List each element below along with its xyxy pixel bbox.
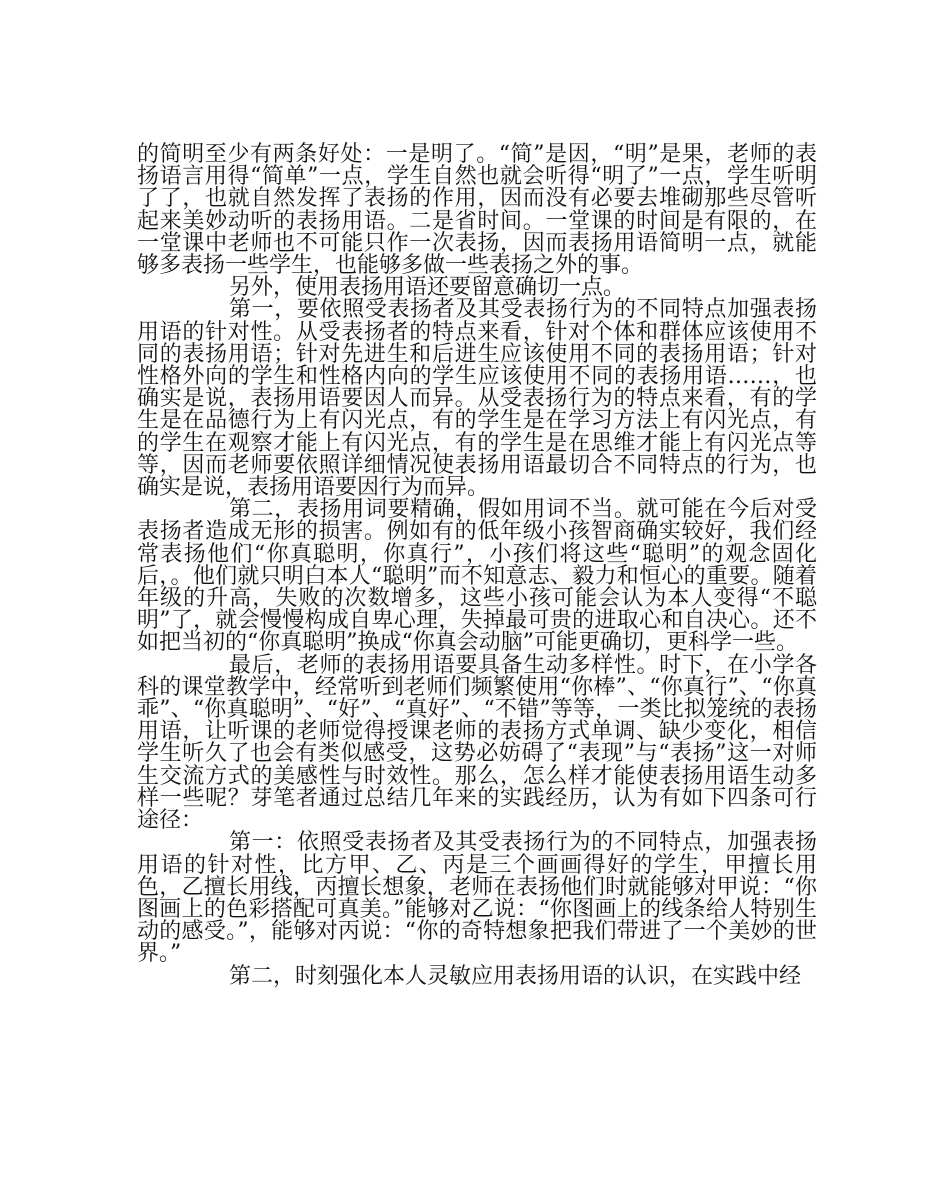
document-page [137, 144, 817, 988]
paragraph-5: 最后，老师的表扬用语要具备生动多样性。时下，在小学各科的课堂教学中，经常听到老师们频繁使用“你棒”、“你真行”、“你真乖”、“你真聪明”、“好”、“真好”、“不错”等等，一类比拟笼统的表扬用语，让听课的老师觉得授课老师的表扬方式单调、缺少变化，相信学生听久了也会有类似感受，这势必妨碍了“表现”与“表扬”这一对师生交流方式的美感性与时效性。那么，怎么样才能使表扬用语生动多样一些呢？芽笔者通过总结几年来的实践经历，认为有如下四条可行途径： [137, 652, 817, 834]
paragraph-1: 的简明至少有两条好处：一是明了。“简”是因，“明”是果，老师的表扬语言用得“简单”一点，学生自然也就会听得“明了”一点，学生听明了了，也就自然发挥了表扬的作用，因而没有必要去堆砌那些尽管听起来美妙动听的表扬用语。二是省时间。一堂课的时间是有限的，在一堂课中老师也不可能只作一次表扬，因而表扬用语简明一点，就能够多表扬一些学生，也能够多做一些表扬之外的事。 [137, 142, 817, 279]
paragraph-7: 第二，时刻强化本人灵敏应用表扬用语的认识，在实践中经 [229, 963, 802, 989]
paragraph-2: 另外，使用表扬用语还要留意确切一点。 [229, 275, 626, 301]
paragraph-6: 第一：依照受表扬者及其受表扬行为的不同特点，加强表扬用语的针对性，比方甲、乙、丙是三个画画得好的学生，甲擅长用色，乙擅长用线，丙擅长想象，老师在表扬他们时就能够对甲说：“你图画上的色彩搭配可真美。”能够对乙说：“你图画上的线条给人特别生动的感受。”，能够对丙说：“你的奇特想象把我们带进了一个美妙的世界。” [137, 830, 817, 967]
paragraph-3: 第一，要依照受表扬者及其受表扬行为的不同特点加强表扬用语的针对性。从受表扬者的特点来看，针对个体和群体应该使用不同的表扬用语；针对先进生和后进生应该使用不同的表扬用语；针对性格外向的学生和性格内向的学生应该使用不同的表扬用语……，也确实是说，表扬用语要因人而异。从受表扬行为的特点来看，有的学生是在品德行为上有闪光点，有的学生是在学习方法上有闪光点，有的学生在观察才能上有闪光点，有的学生是在思维才能上有闪光点等等，因而老师要依照详细情况使表扬用语最切合不同特点的行为，也确实是说，表扬用语要因行为而异。 [137, 297, 817, 501]
paragraph-4: 第二，表扬用词要精确，假如用词不当。就可能在今后对受表扬者造成无形的损害。例如有的低年级小孩智商确实较好，我们经常表扬他们“你真聪明，你真行”，小孩们将这些“聪明”的观念固化后，。他们就只明白本人“聪明”而不知意志、毅力和恒心的重要。随着年级的升高，失败的次数增多，这些小孩可能会认为本人变得“不聪明”了，就会慢慢构成自卑心理，失掉最可贵的进取心和自决心。还不如把当初的“你真聪明”换成“你真会动脑”可能更确切，更科学一些。 [137, 497, 817, 656]
